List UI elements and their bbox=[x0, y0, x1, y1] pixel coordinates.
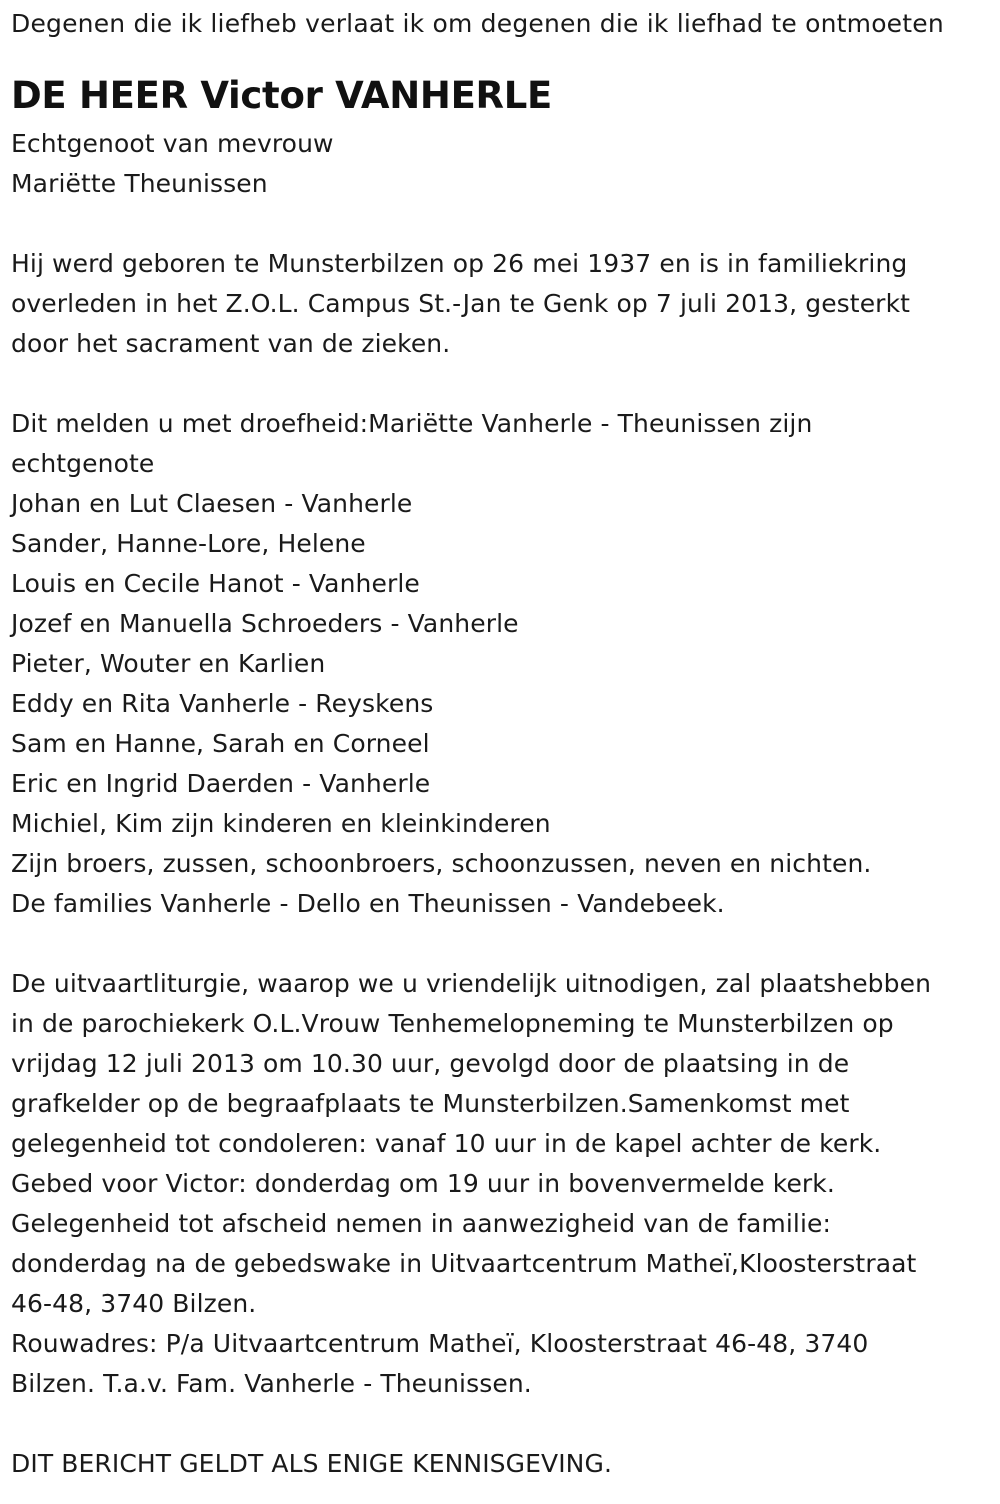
family-line: Jozef en Manuella Schroeders - Vanherle bbox=[11, 609, 519, 638]
spouse-line: Mariëtte Theunissen bbox=[11, 169, 268, 198]
funeral-line: 46-48, 3740 Bilzen. bbox=[11, 1289, 257, 1318]
closing-notice: DIT BERICHT GELDT ALS ENIGE KENNISGEVING. bbox=[11, 1449, 612, 1478]
birth-death-line: overleden in het Z.O.L. Campus St.-Jan te Genk op 7 juli 2013, gesterkt bbox=[11, 289, 911, 318]
funeral-line: Gelegenheid tot afscheid nemen in aanwezigheid van de familie: bbox=[11, 1209, 832, 1238]
family-line: echtgenote bbox=[11, 449, 155, 478]
family-line: De families Vanherle - Dello en Theunissen - Vandebeek. bbox=[11, 889, 725, 918]
funeral-line: Bilzen. T.a.v. Fam. Vanherle - Theunissen. bbox=[11, 1369, 532, 1398]
funeral-section bbox=[11, 964, 1000, 1404]
funeral-line: De uitvaartliturgie, waarop we u vriendelijk uitnodigen, zal plaatshebben bbox=[11, 969, 932, 998]
family-line: Eddy en Rita Vanherle - Reyskens bbox=[11, 689, 434, 718]
funeral-line: grafkelder op de begraafplaats te Munsterbilzen.Samenkomst met bbox=[11, 1089, 850, 1118]
spouse-line: Echtgenoot van mevrouw bbox=[11, 129, 334, 158]
family-line: Louis en Cecile Hanot - Vanherle bbox=[11, 569, 420, 598]
spacer bbox=[11, 44, 1000, 71]
motto: Degenen die ik liefheb verlaat ik om degenen die ik liefhad te ontmoeten bbox=[11, 9, 944, 38]
spacer bbox=[11, 1404, 1000, 1444]
funeral-line: in de parochiekerk O.L.Vrouw Tenhemelopneming te Munsterbilzen op bbox=[11, 1009, 894, 1038]
family-line: Eric en Ingrid Daerden - Vanherle bbox=[11, 769, 431, 798]
funeral-line: Rouwadres: P/a Uitvaartcentrum Matheï, Kloosterstraat 46-48, 3740 bbox=[11, 1329, 869, 1358]
funeral-line: donderdag na de gebedswake in Uitvaartcentrum Matheï,Kloosterstraat bbox=[11, 1249, 917, 1278]
family-line: Sam en Hanne, Sarah en Corneel bbox=[11, 729, 430, 758]
spacer bbox=[11, 364, 1000, 404]
deceased-name: DE HEER Victor VANHERLE bbox=[11, 74, 553, 117]
family-line: Zijn broers, zussen, schoonbroers, schoonzussen, neven en nichten. bbox=[11, 849, 872, 878]
family-section bbox=[11, 404, 1000, 924]
spacer bbox=[11, 204, 1000, 244]
funeral-line: vrijdag 12 juli 2013 om 10.30 uur, gevolgd door de plaatsing in de bbox=[11, 1049, 850, 1078]
family-line: Dit melden u met droefheid:Mariëtte Vanherle - Theunissen zijn bbox=[11, 409, 813, 438]
funeral-line: gelegenheid tot condoleren: vanaf 10 uur in de kapel achter de kerk. bbox=[11, 1129, 882, 1158]
funeral-line: Gebed voor Victor: donderdag om 19 uur in bovenvermelde kerk. bbox=[11, 1169, 835, 1198]
spacer bbox=[11, 924, 1000, 964]
family-line: Johan en Lut Claesen - Vanherle bbox=[11, 489, 413, 518]
birth-death-section bbox=[11, 244, 1000, 364]
birth-death-line: Hij werd geboren te Munsterbilzen op 26 mei 1937 en is in familiekring bbox=[11, 249, 908, 278]
birth-death-line: door het sacrament van de zieken. bbox=[11, 329, 451, 358]
family-line: Pieter, Wouter en Karlien bbox=[11, 649, 326, 678]
family-line: Sander, Hanne-Lore, Helene bbox=[11, 529, 366, 558]
spouse-section bbox=[11, 124, 1000, 204]
family-line: Michiel, Kim zijn kinderen en kleinkinderen bbox=[11, 809, 551, 838]
